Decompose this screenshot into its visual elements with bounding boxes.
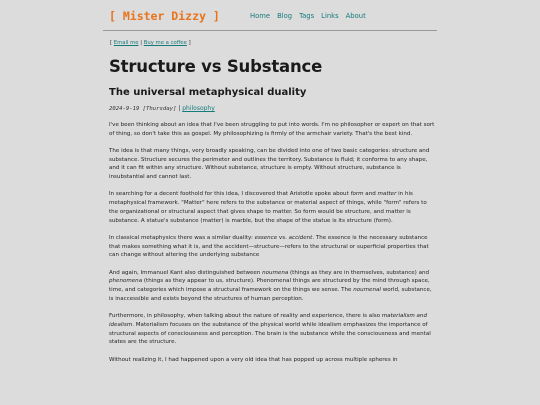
paragraph-text: The idea is that many things, very broadly speaking, can be divided into one of two basic categories: structure and substance. Structure secures the perimeter and outlines the territory. Substance is fluid; it conforms to any shape, and it can fit within any structure. Without substance, structure is empty. Without structure, substance is insubstantial and cannot last. bbox=[109, 147, 430, 181]
post-paragraph bbox=[109, 190, 437, 225]
page bbox=[103, 0, 437, 363]
support-bracket-close: ] bbox=[188, 40, 191, 46]
paragraph-text: world, substance, is inaccessible and exists beyond the structures of human perception. bbox=[109, 287, 432, 302]
emphasis-text: noumenal bbox=[353, 287, 381, 294]
paragraph-text: (things as they appear to us, structure). Phenomenal things are structured by the mind through space, time, and categories which impose a structural framework on the things we sense. The bbox=[109, 278, 430, 294]
emphasis-text: matter bbox=[377, 191, 397, 198]
emphasis-text: form bbox=[350, 191, 364, 198]
support-separator: | bbox=[140, 40, 143, 46]
post-meta bbox=[109, 105, 215, 112]
post-subtitle: The universal metaphysical duality bbox=[109, 87, 307, 98]
paragraph-text: In searching for a decent foothold for this idea, I discovered that Aristotle spoke about bbox=[109, 191, 351, 198]
emphasis-text: accident bbox=[288, 234, 313, 241]
paragraph-text: Without realizing it, I had happened upon a very old idea that has popped up across multiple spheres in bbox=[109, 356, 398, 363]
nav-tags[interactable]: Tags bbox=[299, 12, 315, 20]
post-paragraph bbox=[109, 121, 437, 139]
post-paragraph bbox=[109, 356, 437, 365]
paragraph-text: I've been thinking about an idea that I've been struggling to put into words. I'm no philosopher or expert on that sort of thing, so don't take this as gospel. My philosophizing is firmly of the armchair variety. That's the best kind. bbox=[109, 122, 435, 137]
post-paragraph bbox=[109, 234, 437, 260]
main-nav bbox=[250, 12, 373, 20]
post-paragraph bbox=[109, 312, 437, 347]
emphasis-text: essence bbox=[254, 234, 278, 241]
paragraph-text: vs. bbox=[277, 234, 289, 241]
support-bracket-open: [ bbox=[110, 40, 113, 46]
paragraph-text: Furthermore, in philosophy, when talking about the nature of reality and experience, there is also bbox=[109, 313, 382, 320]
post-paragraph bbox=[109, 269, 437, 304]
post-content bbox=[109, 121, 437, 373]
post-title: Structure vs Substance bbox=[109, 57, 323, 76]
meta-separator: | bbox=[176, 105, 183, 112]
emphasis-text: noumena bbox=[262, 269, 289, 276]
support-links bbox=[110, 40, 191, 46]
post-date: 2024-9-19 [Thursday] bbox=[109, 106, 177, 112]
paragraph-text: in his metaphysical framework. "Matter" here refers to the substance or material aspect of things, while "form" refers to the organizational or structural aspect that gives shape to matter. So form would be structure, and matter is substance. A statue's substance (matter) is marble, but the shape of the statue is its structure (form). bbox=[109, 191, 427, 224]
nav-home[interactable]: Home bbox=[250, 12, 271, 20]
email-me-link[interactable]: Email me bbox=[113, 40, 139, 46]
nav-links[interactable]: Links bbox=[321, 12, 339, 20]
paragraph-text: and bbox=[363, 191, 378, 198]
paragraph-text: In classical metaphysics there was a similar duality: bbox=[109, 234, 255, 241]
buy-coffee-link[interactable]: Buy me a coffee bbox=[143, 40, 187, 46]
nav-blog[interactable]: Blog bbox=[277, 12, 293, 20]
paragraph-text: . Materialism focuses on the substance of the physical world while idealism emphasizes the importance of structural aspects of consciousness and perception. The brain is the substance while the consciousness and mental states are the structure. bbox=[109, 321, 431, 346]
paragraph-text: And again, Immanuel Kant also distinguished between bbox=[109, 269, 263, 276]
site-header bbox=[103, 0, 437, 31]
paragraph-text: (things as they are in themselves, substance) and bbox=[288, 269, 430, 276]
emphasis-text: materialism and idealism bbox=[109, 313, 427, 328]
emphasis-text: phenomena bbox=[109, 278, 143, 285]
paragraph-text: . The essence is the necessary substance that makes something what it is, and the accident—structure—refers to the structural or superficial properties that can change without altering the underlying substance bbox=[109, 234, 429, 259]
tag-philosophy-link[interactable]: philosophy bbox=[182, 105, 215, 112]
nav-about[interactable]: About bbox=[345, 12, 366, 20]
site-logo[interactable]: [ Mister Dizzy ] bbox=[109, 9, 220, 23]
post-paragraph bbox=[109, 147, 437, 182]
